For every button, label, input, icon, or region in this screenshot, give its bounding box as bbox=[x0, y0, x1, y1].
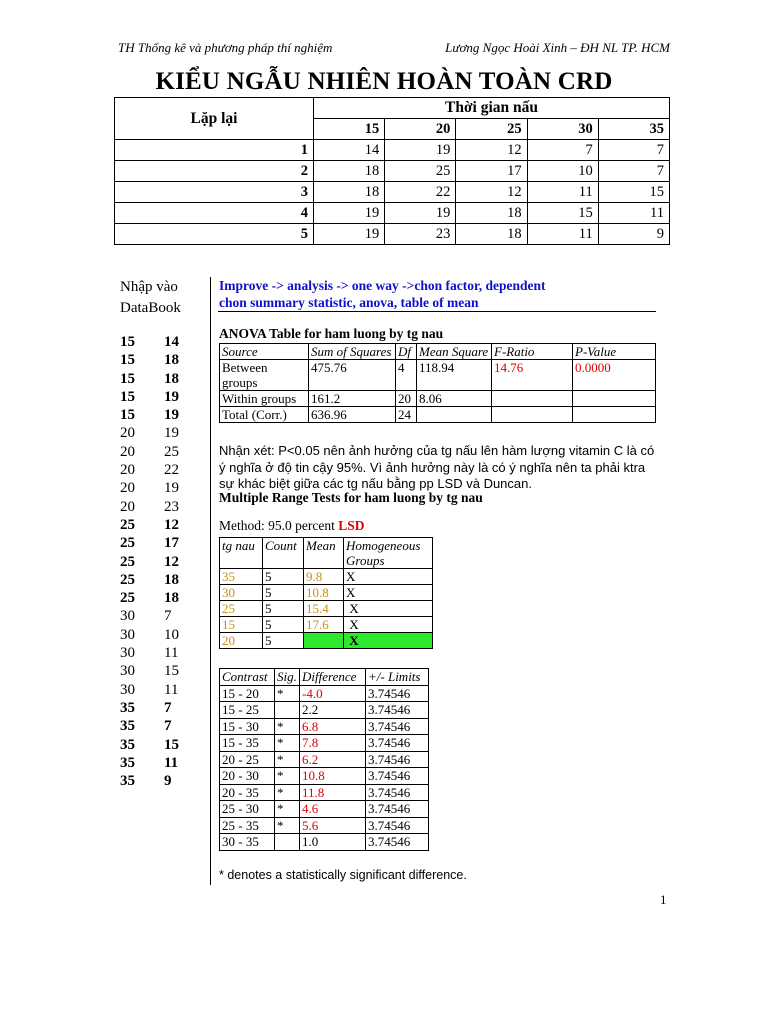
value-cell: 7 bbox=[598, 140, 669, 161]
entry-time: 35 bbox=[120, 718, 135, 735]
entry-time: 20 bbox=[120, 480, 135, 497]
entry-time: 20 bbox=[120, 498, 135, 515]
entry-row bbox=[120, 717, 179, 735]
contrast-pair: 15 - 35 bbox=[220, 735, 275, 752]
groups-header: Count bbox=[263, 538, 304, 569]
contrast-pair: 15 - 25 bbox=[220, 702, 275, 719]
table-row bbox=[220, 702, 429, 719]
contrast-pair: 15 - 30 bbox=[220, 718, 275, 735]
anova-cell: 24 bbox=[396, 407, 417, 423]
group-count: 5 bbox=[263, 617, 304, 633]
value-cell: 17 bbox=[456, 161, 527, 182]
remark-text: Nhận xét: P<0.05 nên ảnh hưởng của tg nấu lên hàm lượng vitamin C là có ý nghĩa ở độ tin cậy 95%. Vì ảnh hưởng này là có ý nghĩa nên ta phải ktra sự khác biệt giữa các tg nấu bằng pp LSD và Duncan. bbox=[219, 443, 655, 491]
group-count: 5 bbox=[263, 633, 304, 649]
contrast-sig: * bbox=[275, 735, 300, 752]
header-course-title: TH Thống kê và phương pháp thí nghiệm bbox=[118, 40, 333, 55]
entry-time: 30 bbox=[120, 608, 135, 625]
contrast-table bbox=[219, 668, 429, 851]
entry-value: 7 bbox=[164, 699, 172, 716]
entry-value: 19 bbox=[164, 425, 179, 442]
group-mean: 17.6 bbox=[304, 617, 344, 633]
table-row bbox=[220, 685, 429, 702]
groups-header: tg nau bbox=[220, 538, 263, 569]
value-cell: 7 bbox=[598, 161, 669, 182]
group-time: 20 bbox=[220, 633, 263, 649]
contrast-pair: 20 - 25 bbox=[220, 751, 275, 768]
method-line bbox=[219, 518, 365, 534]
entry-time: 35 bbox=[120, 699, 135, 716]
entry-value: 19 bbox=[164, 388, 179, 405]
value-cell: 15 bbox=[527, 203, 598, 224]
entry-row bbox=[120, 333, 179, 351]
databook-label bbox=[120, 277, 181, 319]
entry-value: 19 bbox=[164, 407, 179, 424]
anova-cell bbox=[417, 407, 492, 423]
contrast-diff: 5.6 bbox=[300, 817, 366, 834]
entry-value: 18 bbox=[164, 590, 179, 607]
value-cell: 11 bbox=[527, 224, 598, 245]
entry-value: 11 bbox=[164, 645, 179, 662]
anova-cell: Between groups bbox=[220, 360, 309, 391]
rep-cell: 1 bbox=[115, 140, 314, 161]
contrast-limit: 3.74546 bbox=[366, 834, 429, 851]
value-cell: 23 bbox=[385, 224, 456, 245]
entry-time: 15 bbox=[120, 407, 135, 424]
table-row bbox=[220, 735, 429, 752]
entry-time: 15 bbox=[120, 370, 135, 387]
anova-cell bbox=[492, 391, 573, 407]
page-title: KIỂU NGẪU NHIÊN HOÀN TOÀN CRD bbox=[155, 68, 613, 95]
entry-value: 10 bbox=[164, 626, 179, 643]
anova-cell: 636.96 bbox=[309, 407, 396, 423]
contrast-sig bbox=[275, 834, 300, 851]
entry-row bbox=[120, 681, 179, 699]
entry-row bbox=[120, 406, 179, 424]
group-mean: 9.8 bbox=[304, 569, 344, 585]
value-cell: 9 bbox=[598, 224, 669, 245]
anova-cell: 4 bbox=[396, 360, 417, 391]
contrast-sig: * bbox=[275, 685, 300, 702]
entry-row bbox=[120, 662, 179, 680]
entry-row bbox=[120, 607, 179, 625]
method-name: LSD bbox=[338, 518, 365, 533]
group-time: 30 bbox=[220, 585, 263, 601]
entry-row bbox=[120, 626, 179, 644]
anova-header: Mean Square bbox=[417, 344, 492, 360]
contrast-diff: -4.0 bbox=[300, 685, 366, 702]
menu-instructions bbox=[219, 277, 657, 311]
group-mean: 15.4 bbox=[304, 601, 344, 617]
table-row bbox=[220, 768, 429, 785]
col-header: 20 bbox=[385, 119, 456, 140]
anova-f-ratio: 14.76 bbox=[492, 360, 573, 391]
entry-row bbox=[120, 443, 179, 461]
contrast-limit: 3.74546 bbox=[366, 768, 429, 785]
entry-row bbox=[120, 736, 179, 754]
value-cell: 12 bbox=[456, 182, 527, 203]
entry-value: 17 bbox=[164, 535, 179, 552]
entry-value: 11 bbox=[164, 681, 179, 698]
anova-cell: Total (Corr.) bbox=[220, 407, 309, 423]
entry-row bbox=[120, 534, 179, 552]
contrast-diff: 2.2 bbox=[300, 702, 366, 719]
table-row bbox=[115, 203, 670, 224]
anova-title: ANOVA Table for ham luong by tg nau bbox=[219, 326, 444, 341]
contrast-sig: * bbox=[275, 801, 300, 818]
value-cell: 22 bbox=[385, 182, 456, 203]
anova-header: F-Ratio bbox=[492, 344, 573, 360]
table-row bbox=[220, 407, 656, 423]
entry-row bbox=[120, 754, 179, 772]
entry-value: 18 bbox=[164, 352, 179, 369]
contrast-sig: * bbox=[275, 768, 300, 785]
value-cell: 19 bbox=[314, 224, 385, 245]
contrast-limit: 3.74546 bbox=[366, 718, 429, 735]
entry-value: 14 bbox=[164, 334, 179, 350]
col-header: 25 bbox=[456, 119, 527, 140]
entry-row bbox=[120, 370, 179, 388]
table-row bbox=[115, 182, 670, 203]
entry-row bbox=[120, 461, 179, 479]
entry-time: 20 bbox=[120, 462, 135, 479]
anova-cell: 20 bbox=[396, 391, 417, 407]
entry-time: 35 bbox=[120, 736, 135, 753]
col-header: 30 bbox=[527, 119, 598, 140]
contrast-pair: 20 - 35 bbox=[220, 784, 275, 801]
table-row bbox=[220, 834, 429, 851]
entry-row bbox=[120, 644, 179, 662]
group-mark: X bbox=[344, 601, 433, 617]
anova-cell bbox=[573, 407, 656, 423]
value-cell: 18 bbox=[456, 203, 527, 224]
entry-time: 20 bbox=[120, 425, 135, 442]
group-time: 35 bbox=[220, 569, 263, 585]
value-cell: 18 bbox=[456, 224, 527, 245]
contrast-diff: 6.8 bbox=[300, 718, 366, 735]
entry-value: 15 bbox=[164, 663, 179, 680]
entry-row bbox=[120, 388, 179, 406]
group-time: 25 bbox=[220, 601, 263, 617]
anova-p-value: 0.0000 bbox=[573, 360, 656, 391]
value-cell: 19 bbox=[385, 203, 456, 224]
value-cell: 19 bbox=[385, 140, 456, 161]
contrast-limit: 3.74546 bbox=[366, 801, 429, 818]
entry-time: 25 bbox=[120, 553, 135, 570]
rep-cell: 4 bbox=[115, 203, 314, 224]
contrast-diff: 7.8 bbox=[300, 735, 366, 752]
entry-time: 15 bbox=[120, 352, 135, 369]
value-cell: 18 bbox=[314, 182, 385, 203]
anova-cell: 118.94 bbox=[417, 360, 492, 391]
value-cell: 25 bbox=[385, 161, 456, 182]
homogeneous-groups-table bbox=[219, 537, 433, 649]
value-cell: 19 bbox=[314, 203, 385, 224]
entry-time: 25 bbox=[120, 516, 135, 533]
contrast-limit: 3.74546 bbox=[366, 751, 429, 768]
entry-value: 7 bbox=[164, 608, 172, 625]
group-count: 5 bbox=[263, 585, 304, 601]
entry-value: 7 bbox=[164, 718, 172, 735]
contrast-pair: 25 - 35 bbox=[220, 817, 275, 834]
rep-cell: 2 bbox=[115, 161, 314, 182]
entry-value: 15 bbox=[164, 736, 179, 753]
groups-header-row bbox=[220, 538, 433, 569]
page-number: 1 bbox=[660, 892, 667, 907]
contrast-sig: * bbox=[275, 817, 300, 834]
rep-cell: 5 bbox=[115, 224, 314, 245]
anova-table bbox=[219, 343, 656, 423]
entry-value: 25 bbox=[164, 443, 179, 460]
contrast-diff: 10.8 bbox=[300, 768, 366, 785]
label-line: DataBook bbox=[120, 300, 181, 316]
entry-row bbox=[120, 553, 179, 571]
table-row bbox=[220, 360, 656, 391]
contrast-limit: 3.74546 bbox=[366, 735, 429, 752]
contrast-header: Sig. bbox=[275, 669, 300, 686]
entry-value: 19 bbox=[164, 480, 179, 497]
table-row bbox=[220, 601, 433, 617]
anova-header: P-Value bbox=[573, 344, 656, 360]
group-time: 15 bbox=[220, 617, 263, 633]
anova-cell bbox=[573, 391, 656, 407]
group-mark: X bbox=[344, 617, 433, 633]
entry-row bbox=[120, 699, 179, 717]
table-row bbox=[220, 718, 429, 735]
contrast-sig bbox=[275, 702, 300, 719]
table-row bbox=[115, 224, 670, 245]
contrast-diff: 6.2 bbox=[300, 751, 366, 768]
mrt-title: Multiple Range Tests for ham luong by tg nau bbox=[219, 490, 483, 505]
entry-value: 12 bbox=[164, 516, 179, 533]
entry-row bbox=[120, 516, 179, 534]
value-cell: 18 bbox=[314, 161, 385, 182]
table-row bbox=[115, 140, 670, 161]
contrast-diff: 1.0 bbox=[300, 834, 366, 851]
label-line: Nhập vào bbox=[120, 279, 178, 295]
group-mark-highlight: X bbox=[344, 633, 433, 649]
entry-row bbox=[120, 498, 179, 516]
anova-cell: 475.76 bbox=[309, 360, 396, 391]
groups-header: Mean bbox=[304, 538, 344, 569]
anova-cell: 8.06 bbox=[417, 391, 492, 407]
entry-value: 11 bbox=[164, 754, 179, 771]
anova-cell: Within groups bbox=[220, 391, 309, 407]
contrast-diff: 11.8 bbox=[300, 784, 366, 801]
group-count: 5 bbox=[263, 601, 304, 617]
header-author: Lương Ngọc Hoài Xinh – ĐH NL TP. HCM bbox=[445, 40, 670, 55]
column-divider bbox=[210, 277, 211, 885]
contrast-limit: 3.74546 bbox=[366, 685, 429, 702]
databook-entry-list bbox=[120, 333, 179, 790]
anova-header-row bbox=[220, 344, 656, 360]
contrast-pair: 20 - 30 bbox=[220, 768, 275, 785]
contrast-pair: 15 - 20 bbox=[220, 685, 275, 702]
contrast-header-row bbox=[220, 669, 429, 686]
entry-time: 30 bbox=[120, 645, 135, 662]
entry-time: 30 bbox=[120, 626, 135, 643]
contrast-header: Difference bbox=[300, 669, 366, 686]
contrast-pair: 30 - 35 bbox=[220, 834, 275, 851]
instruction-line: chon summary statistic, anova, table of mean bbox=[219, 295, 479, 310]
contrast-limit: 3.74546 bbox=[366, 784, 429, 801]
entry-value: 18 bbox=[164, 370, 179, 387]
entry-value: 9 bbox=[164, 773, 172, 790]
entry-value: 12 bbox=[164, 553, 179, 570]
anova-header: Source bbox=[220, 344, 309, 360]
value-cell: 14 bbox=[314, 140, 385, 161]
anova-cell: 161.2 bbox=[309, 391, 396, 407]
table-row bbox=[220, 751, 429, 768]
table-row bbox=[220, 817, 429, 834]
table-row bbox=[220, 801, 429, 818]
value-cell: 11 bbox=[598, 203, 669, 224]
value-cell: 10 bbox=[527, 161, 598, 182]
contrast-header: Contrast bbox=[220, 669, 275, 686]
col-header: 35 bbox=[598, 119, 669, 140]
entry-value: 22 bbox=[164, 462, 179, 479]
entry-row bbox=[120, 479, 179, 497]
contrast-header: +/- Limits bbox=[366, 669, 429, 686]
time-group-header: Thời gian nấu bbox=[314, 98, 670, 119]
group-mark: X bbox=[344, 569, 433, 585]
value-cell: 11 bbox=[527, 182, 598, 203]
table-row bbox=[220, 585, 433, 601]
value-cell: 15 bbox=[598, 182, 669, 203]
contrast-pair: 25 - 30 bbox=[220, 801, 275, 818]
rep-cell: 3 bbox=[115, 182, 314, 203]
entry-time: 30 bbox=[120, 681, 135, 698]
value-cell: 12 bbox=[456, 140, 527, 161]
entry-time: 30 bbox=[120, 663, 135, 680]
group-count: 5 bbox=[263, 569, 304, 585]
anova-header: Sum of Squares bbox=[309, 344, 396, 360]
contrast-sig: * bbox=[275, 718, 300, 735]
table-row bbox=[220, 784, 429, 801]
table-row bbox=[220, 633, 433, 649]
entry-value: 23 bbox=[164, 498, 179, 515]
contrast-diff: 4.6 bbox=[300, 801, 366, 818]
crd-data-table bbox=[114, 97, 670, 245]
entry-time: 25 bbox=[120, 571, 135, 588]
table-row bbox=[115, 161, 670, 182]
entry-time: 25 bbox=[120, 535, 135, 552]
entry-row bbox=[120, 424, 179, 442]
contrast-limit: 3.74546 bbox=[366, 817, 429, 834]
table-row bbox=[220, 391, 656, 407]
instruction-line: Improve -> analysis -> one way ->chon factor, dependent bbox=[219, 278, 546, 293]
entry-time: 20 bbox=[120, 443, 135, 460]
table-row bbox=[220, 569, 433, 585]
entry-row bbox=[120, 772, 179, 790]
anova-header: Df bbox=[396, 344, 417, 360]
contrast-sig: * bbox=[275, 751, 300, 768]
significance-footnote: * denotes a statistically significant difference. bbox=[219, 868, 467, 882]
entry-time: 15 bbox=[120, 334, 135, 350]
entry-time: 25 bbox=[120, 590, 135, 607]
entry-time: 15 bbox=[120, 388, 135, 405]
col-header: 15 bbox=[314, 119, 385, 140]
value-cell: 7 bbox=[527, 140, 598, 161]
instruction-underline bbox=[218, 311, 656, 312]
entry-row bbox=[120, 589, 179, 607]
group-mean: 10.8 bbox=[304, 585, 344, 601]
rep-header: Lặp lại bbox=[115, 98, 314, 140]
entry-row bbox=[120, 351, 179, 369]
group-mark: X bbox=[344, 585, 433, 601]
contrast-sig: * bbox=[275, 784, 300, 801]
entry-row bbox=[120, 571, 179, 589]
anova-cell bbox=[492, 407, 573, 423]
method-prefix: Method: 95.0 percent bbox=[219, 518, 339, 533]
group-mean-highlight bbox=[304, 633, 344, 649]
contrast-limit: 3.74546 bbox=[366, 702, 429, 719]
groups-header: Homogeneous Groups bbox=[344, 538, 433, 569]
entry-value: 18 bbox=[164, 571, 179, 588]
entry-time: 35 bbox=[120, 773, 135, 790]
entry-time: 35 bbox=[120, 754, 135, 771]
table-row bbox=[220, 617, 433, 633]
